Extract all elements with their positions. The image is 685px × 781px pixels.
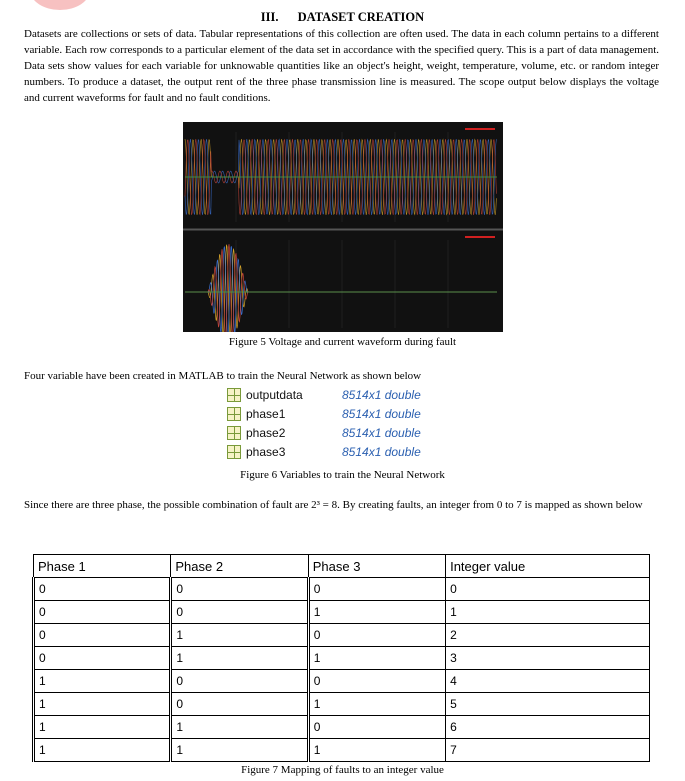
- table-cell: 1: [171, 739, 308, 762]
- table-row: [34, 578, 650, 601]
- table-cell: 0: [446, 578, 650, 601]
- figure5-caption: Figure 5 Voltage and current waveform during fault: [228, 336, 457, 348]
- variable-name: phase1: [246, 406, 286, 421]
- table-cell: 0: [34, 624, 171, 647]
- paragraph-dataset-intro: Datasets are collections or sets of data. Tabular representations of this collection are often used. The data in each column pertains to a different variable. Each row corresponds to a particular element of the data set in accordance with the specified query. This is a part of data management. Data sets show values for each variable for unknowable quantities like an object's height, weight, temperature, volume, etc. or random integer numbers. To produce a dataset, the output rent of the three phase transmission line is measured. The scope output below displays the voltage and current waveforms for fault and no fault conditions.: [24, 28, 659, 104]
- variable-row[interactable]: [222, 442, 472, 461]
- table-cell: 0: [171, 693, 308, 716]
- table-cell: 1: [171, 647, 308, 670]
- table-cell: 1: [34, 716, 171, 739]
- variable-name: phase3: [246, 444, 286, 459]
- scope-output-figure: [183, 122, 503, 332]
- lower-legend-mark: [465, 236, 495, 238]
- table-cell: 5: [446, 693, 650, 716]
- table-row: [34, 670, 650, 693]
- table-cell: 0: [308, 624, 445, 647]
- figure6-caption: Figure 6 Variables to train the Neural Network: [240, 469, 445, 481]
- table-cell: 0: [34, 578, 171, 601]
- matlab-workspace-variables: [222, 385, 472, 465]
- table-cell: 0: [34, 601, 171, 624]
- fault-mapping-table: [32, 554, 650, 762]
- matrix-icon: [227, 388, 241, 402]
- table-cell: 1: [308, 739, 445, 762]
- table-cell: 0: [308, 578, 445, 601]
- table-cell: 1: [171, 624, 308, 647]
- variable-value: 8514x1 double: [342, 406, 421, 421]
- variable-row[interactable]: [222, 423, 472, 442]
- table-cell: 6: [446, 716, 650, 739]
- figure7-caption: Figure 7 Mapping of faults to an integer value: [241, 764, 444, 776]
- variable-name: phase2: [246, 425, 286, 440]
- table-cell: 1: [446, 601, 650, 624]
- table-row: [34, 647, 650, 670]
- variable-row[interactable]: [222, 385, 472, 404]
- variable-value: 8514x1 double: [342, 425, 421, 440]
- variable-row[interactable]: [222, 404, 472, 423]
- variable-value: 8514x1 double: [342, 444, 421, 459]
- column-header: Integer value: [446, 555, 650, 578]
- matrix-icon: [227, 445, 241, 459]
- scope-waveform-plot: [183, 122, 503, 332]
- column-header: Phase 3: [308, 555, 445, 578]
- table-cell: 4: [446, 670, 650, 693]
- variable-name: outputdata: [246, 387, 303, 402]
- table-cell: 0: [171, 601, 308, 624]
- table-row: [34, 693, 650, 716]
- table-cell: 2: [446, 624, 650, 647]
- matrix-icon: [227, 426, 241, 440]
- table-cell: 1: [308, 647, 445, 670]
- upper-legend-mark: [465, 128, 495, 130]
- table-cell: 1: [308, 693, 445, 716]
- paragraph-variables: Four variable have been created in MATLAB to train the Neural Network as shown below: [24, 370, 422, 382]
- table-cell: 1: [34, 693, 171, 716]
- table-cell: 0: [308, 670, 445, 693]
- section-number: III.: [260, 10, 279, 24]
- table-cell: 0: [171, 578, 308, 601]
- column-header: Phase 2: [171, 555, 308, 578]
- table-header-row: [34, 555, 650, 578]
- column-header: Phase 1: [34, 555, 171, 578]
- table-cell: 1: [308, 601, 445, 624]
- table-row: [34, 716, 650, 739]
- table-cell: 1: [34, 670, 171, 693]
- matrix-icon: [227, 407, 241, 421]
- section-heading: [0, 10, 685, 25]
- table-cell: 1: [34, 739, 171, 762]
- paragraph-fault-combinations: Since there are three phase, the possible combination of fault are 2³ = 8. By creating faults, an integer from 0 to 7 is mapped as shown below: [24, 499, 643, 511]
- table-row: [34, 624, 650, 647]
- table-cell: 0: [308, 716, 445, 739]
- table-cell: 3: [446, 647, 650, 670]
- table-cell: 7: [446, 739, 650, 762]
- decorative-shape: [30, 0, 90, 10]
- table-cell: 0: [34, 647, 171, 670]
- section-title: DATASET CREATION: [297, 10, 425, 24]
- table-cell: 1: [171, 716, 308, 739]
- table-row: [34, 601, 650, 624]
- table-row: [34, 739, 650, 762]
- table-cell: 0: [171, 670, 308, 693]
- variable-value: 8514x1 double: [342, 387, 421, 402]
